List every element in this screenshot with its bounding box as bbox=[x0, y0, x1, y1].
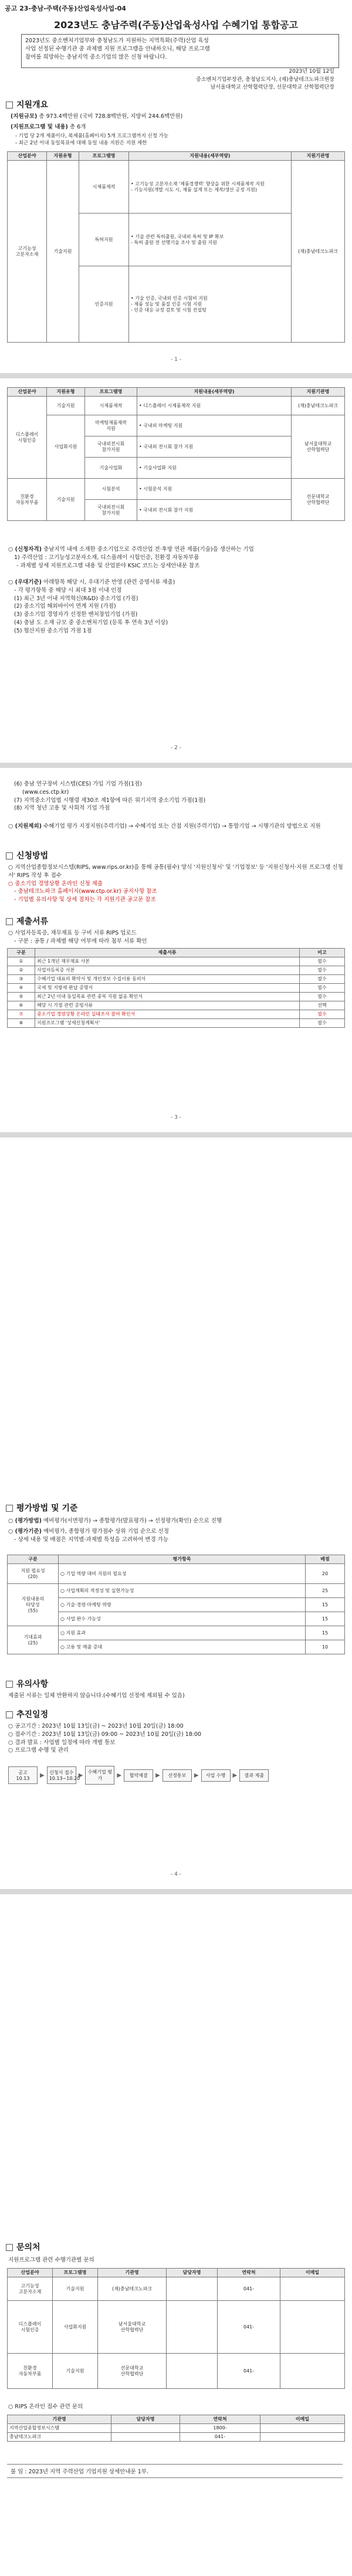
table-cell: 디스플레이 시험인증 bbox=[8, 2301, 53, 2354]
table-header: 배점 bbox=[306, 1555, 345, 1564]
table-cell: 친환경 자동차부품 bbox=[8, 2354, 53, 2389]
rips-contact-table bbox=[7, 2415, 345, 2442]
attachment-note: 불 임 : 2023년 지역 주력산업 기업지원 상세안내문 1부. bbox=[7, 2464, 343, 2478]
table-header: 이메일 bbox=[280, 2269, 345, 2277]
table-cell: • 디스플레이 시제품제작 지원 bbox=[137, 397, 292, 415]
table-cell: 기술지원 bbox=[47, 479, 85, 521]
table-cell: 필수 bbox=[300, 1019, 345, 1028]
table-cell: (재)충남테크노파크 bbox=[98, 2277, 167, 2301]
section-title: 제출서류 bbox=[6, 915, 48, 927]
table-cell: ○ 사업계획의 적정성 및 실현가능성 bbox=[59, 1584, 306, 1598]
table-cell: 기술지원 bbox=[47, 161, 79, 343]
program-table-2 bbox=[7, 387, 345, 521]
table-cell: 충남테크노파크 bbox=[8, 2433, 111, 2442]
table-header: 기관명 bbox=[98, 2269, 167, 2277]
evaluation-method: ○ (평가방법) 예비평가(서면평가) → 종합평가(발표평가) → 선정평가(확인) 순으로 진행 ○ (평가기준) 예비평가, 종합평가 평가점수 상위 기업 순으로 선정 - 상세 내용 및 배점은 지역별·과제별 특성을 고려하여 변경 가능 bbox=[8, 1518, 222, 1543]
table-header: 평가항목 bbox=[59, 1555, 306, 1564]
documents-table bbox=[7, 948, 345, 1028]
table-cell bbox=[167, 2301, 218, 2354]
table-cell: ① bbox=[8, 957, 35, 966]
table-cell: 041- bbox=[180, 2433, 260, 2442]
table-cell: 041- bbox=[218, 2277, 280, 2301]
square-bullet-icon bbox=[6, 101, 13, 109]
table-cell: 시험분석 bbox=[85, 479, 137, 500]
arrow-right-icon: ▶ bbox=[78, 1772, 83, 1779]
notice-org-line: 중소벤처기업부장관, 충청남도지사, (재)충남테크노파크원장 bbox=[196, 77, 334, 83]
flow-step: 수혜기업 평가 bbox=[85, 1766, 114, 1785]
intro-box bbox=[21, 34, 339, 68]
intro-line: 사업 선정된 수행기관 중 과제별 지원 프로그램을 안내하오니, 해당 프로그램 bbox=[25, 45, 210, 52]
table-cell: (재)충남테크노파크 bbox=[292, 397, 345, 415]
table-header: 구분 bbox=[8, 949, 35, 957]
section-title: 지원개요 bbox=[6, 99, 48, 110]
table-cell: ④ bbox=[8, 984, 35, 993]
documents-intro: ○ 사업자등록증, 재무제표 등 구비 서류 RIPS 업로드 - 구분 : 공통 / 과제별 해당 여부에 따라 첨부 서류 확인 bbox=[8, 930, 147, 945]
table-cell: 인증지원 bbox=[79, 266, 129, 343]
table-cell: 필수 bbox=[300, 966, 345, 975]
table-cell: ③ bbox=[8, 975, 35, 984]
table-cell: • 국내외 전시회 참가 지원 bbox=[137, 500, 292, 521]
table-cell: ⑤ bbox=[8, 993, 35, 1001]
table-cell: 지원내용의 타당성 (55) bbox=[8, 1584, 59, 1626]
table-cell: ○ 사업 완수 가능성 bbox=[59, 1612, 306, 1626]
table-cell: 선문대학교 산학협력단 bbox=[292, 479, 345, 521]
section-title: 신청방법 bbox=[6, 849, 48, 861]
table-header: 지원유형 bbox=[47, 388, 85, 397]
exclusion: ○ (지원제외) 수혜기업 평가 지정지원(주력기업) → 수혜기업 또는 간접 지원(주력기업) → 통합기업 → 시행기관의 방법으로 지원 bbox=[8, 823, 321, 830]
table-cell: 지원프로그램 '상세신청계획서' bbox=[35, 1019, 300, 1028]
square-bullet-icon bbox=[6, 2244, 13, 2251]
arrow-right-icon: ▶ bbox=[194, 1772, 199, 1779]
table-header: 산업분야 bbox=[8, 388, 47, 397]
page-number: - 1 - bbox=[171, 357, 181, 363]
support-notes: - 기업 당 2개 제품이다, 복제품(홈페이지) 5개 프로그램까지 신청 가능 - 최근 2년 이내 동일목표에 대해 동일 내용 지원은 지원 제한 bbox=[15, 133, 169, 147]
table-cell: 디스플레이 시험인증 bbox=[8, 397, 47, 479]
section-title: 추진일정 bbox=[6, 1708, 48, 1720]
square-bullet-icon bbox=[6, 1711, 13, 1718]
table-header: 산업분야 bbox=[8, 2269, 53, 2277]
square-bullet-icon bbox=[6, 918, 13, 925]
table-cell: ○ 기업 역량 대비 지원의 필요성 bbox=[59, 1564, 306, 1584]
table-cell: 국세 및 지방세 완납 증명서 bbox=[35, 984, 300, 993]
table-cell: • 국내외 마케팅 지원 bbox=[137, 415, 292, 436]
arrow-right-icon: ▶ bbox=[155, 1772, 160, 1779]
flow-step: 협약체결 bbox=[124, 1769, 153, 1782]
page-number: - 4 - bbox=[171, 1871, 181, 1877]
table-header: 연락처 bbox=[180, 2415, 260, 2424]
arrow-right-icon: ▶ bbox=[117, 1772, 122, 1779]
table-cell bbox=[167, 2354, 218, 2389]
document-header-label: 공고 23-충남-주택(주동)산업육성사업-04 bbox=[5, 5, 126, 12]
intro-line: 참여를 희망하는 충남지역 중소기업의 많은 신청 바랍니다. bbox=[25, 53, 167, 60]
flow-step: 신청서 접수 10.13~10.20 bbox=[47, 1766, 76, 1784]
table-cell: ○ 기술·경영·마케팅 역량 bbox=[59, 1598, 306, 1612]
table-cell: 기술지원 bbox=[47, 397, 85, 415]
table-cell: 지역산업종합정보시스템 bbox=[8, 2424, 111, 2433]
page-number: - 3 - bbox=[171, 1115, 181, 1121]
table-cell: 선문대학교 산학협력단 bbox=[98, 2354, 167, 2389]
schedule: ○ 공고기간 : 2023년 10월 13일(금) ~ 2023년 10월 20일(금) 18:00 ○ 접수기간 : 2023년 10월 13일(금) 09:00 ~ 2023년 10월 20일(금) 18:00 ○ 결과 발표 : 사업별 일정에 따라 개별 통보 ○ 프로그램 수행 및 관리 bbox=[8, 1723, 202, 1754]
table-cell: 1800- bbox=[180, 2424, 260, 2433]
table-cell: 25 bbox=[306, 1584, 345, 1598]
table-cell: 15 bbox=[306, 1598, 345, 1612]
table-cell: 041- bbox=[218, 2301, 280, 2354]
table-cell: 기술사업화 bbox=[85, 458, 137, 479]
table-cell bbox=[280, 2277, 345, 2301]
table-header: 지원기관명 bbox=[292, 388, 345, 397]
table-cell: ⑦ bbox=[8, 1010, 35, 1019]
contact-intro: 지원프로그램 관련 수행기관별 문의 bbox=[8, 2257, 94, 2263]
table-cell: 15 bbox=[306, 1626, 345, 1640]
table-cell: 해당 시 가점 관련 증빙서류 bbox=[35, 1001, 300, 1010]
table-cell: • 고기능성 고분자소재 '제품경쟁력' 향상을 위한 시제품제작 지원 - 기능지원(개발 시도 시, 제품 설계 또는 제작/생산 공정 지원) bbox=[129, 161, 292, 214]
table-cell: 기술지원 bbox=[53, 2354, 98, 2389]
process-flow bbox=[8, 1766, 269, 1785]
arrow-right-icon: ▶ bbox=[232, 1772, 238, 1779]
table-header: 지원내용(세부역량) bbox=[137, 388, 292, 397]
section-title: 유의사항 bbox=[6, 1678, 48, 1690]
table-cell bbox=[280, 2301, 345, 2354]
table-cell bbox=[111, 2424, 180, 2433]
square-bullet-icon bbox=[6, 852, 13, 859]
table-cell: • 기술사업화 지원 bbox=[137, 458, 292, 479]
table-header: 담당자명 bbox=[111, 2415, 180, 2424]
intro-line: 2023년도 중소벤처기업부와 충청남도가 지원하는 지역특화(주력)산업 육성 bbox=[25, 38, 209, 44]
table-header: 산업분야 bbox=[8, 152, 47, 161]
flow-step: 결과 제출 bbox=[239, 1769, 269, 1782]
table-cell: 041- bbox=[218, 2354, 280, 2389]
table-cell: • 시험분석 지원 bbox=[137, 479, 292, 500]
table-cell: 국내외전시회 참가지원 bbox=[85, 436, 137, 458]
table-cell: 특허지원 bbox=[79, 214, 129, 266]
table-cell: 15 bbox=[306, 1612, 345, 1626]
page-number: - 2 - bbox=[171, 745, 181, 751]
table-cell: • 기술 관련 특허출원, 국내외 특허 및 IP 확보 - 특허 출원 전 선행기술 조사 및 출원 지원 bbox=[129, 214, 292, 266]
cautions: 제출된 서류는 일체 반환하지 않습니다.(수혜기업 선정에 제외될 수 있음) bbox=[8, 1692, 185, 1699]
square-bullet-icon bbox=[6, 1505, 13, 1512]
table-cell: 사업화지원 bbox=[53, 2301, 98, 2354]
flow-step: 선정통보 bbox=[163, 1769, 192, 1782]
table-cell: ② bbox=[8, 966, 35, 975]
table-header: 구분 bbox=[8, 1555, 59, 1564]
table-cell: 국내외전시회 참가지원 bbox=[85, 500, 137, 521]
support-program: (지원프로그램 및 내용) 총 6개 bbox=[11, 124, 86, 130]
table-cell: 남서울대학교 산학협력단 bbox=[292, 415, 345, 479]
flow-step: 공고 10.13 bbox=[8, 1766, 38, 1784]
table-header: 기관명 bbox=[8, 2415, 111, 2424]
table-cell: ⑥ bbox=[8, 1001, 35, 1010]
table-header: 지원기관명 bbox=[292, 152, 345, 161]
table-cell: 기술지원 bbox=[53, 2277, 98, 2301]
table-header: 제출서류 bbox=[35, 949, 300, 957]
table-header: 지원내용(세부역량) bbox=[129, 152, 292, 161]
notice-date: 2023년 10월 12일 bbox=[289, 69, 334, 75]
evaluation-table bbox=[7, 1555, 345, 1654]
table-cell: 마케팅제품제작 지원 bbox=[85, 415, 137, 436]
notice-org-line: 남서울대학교 산학협력단장, 선문대학교 산학협력단장 bbox=[210, 84, 334, 90]
table-cell: 친환경 자동차부품 bbox=[8, 479, 47, 521]
table-cell bbox=[167, 2277, 218, 2301]
table-cell: 사업자등록증 사본 bbox=[35, 966, 300, 975]
table-cell: 20 bbox=[306, 1564, 345, 1584]
table-cell bbox=[111, 2433, 180, 2442]
page-separator bbox=[0, 373, 352, 378]
priority: ○ (우대기준) 아래항목 해당 시, 우대기준 반영 (관련 증명서류 제출) - 각 평가항목 중 해당 시 최대 3점 이내 인정 (1) 최근 3년 이내 지역혁신(R&D) 중소기업 (가점) (2) 중소기업 해외바이어 연계 지원 (가점) (3) 중소기업 경영자가 선정한 벤처창업기업 (가점) (4) 충남 도 소재 규모 중 중소벤처기업 (등록 후 연속 3년 이상) (5) 협산지원 중소기업 가점 1점 bbox=[8, 579, 175, 634]
table-cell: ○ 고용 및 매출 증대 bbox=[59, 1640, 306, 1654]
contact-table bbox=[7, 2268, 345, 2389]
table-cell: ○ 지원 효과 bbox=[59, 1626, 306, 1640]
table-cell bbox=[260, 2424, 345, 2433]
page-title: 2023년도 충남주력(주동)산업육성사업 수혜기업 통합공고 bbox=[54, 19, 298, 31]
table-header: 프로그램명 bbox=[85, 388, 137, 397]
table-cell: 중소기업 경영상황 온라인 실태조사 참여 확인서 bbox=[35, 1010, 300, 1019]
table-cell: 고기능성 고분자소재 bbox=[8, 161, 47, 343]
table-cell: 선택 bbox=[300, 1001, 345, 1010]
table-cell: 최근 2년 이내 동일목표 관련 중복 지원 없음 확인서 bbox=[35, 993, 300, 1001]
table-header: 비고 bbox=[300, 949, 345, 957]
flow-step: 사업 수행 bbox=[201, 1769, 231, 1782]
square-bullet-icon bbox=[6, 1681, 13, 1688]
table-cell: (재)충남테크노파크 bbox=[292, 161, 345, 343]
table-cell: 수혜기업 대표의 확약서 및 개인정보 수집이용 동의서 bbox=[35, 975, 300, 984]
table-cell bbox=[260, 2433, 345, 2442]
table-header: 프로그램명 bbox=[53, 2269, 98, 2277]
table-cell: • 국내외 전시회 참가 지원 bbox=[137, 436, 292, 458]
table-cell: 지원 필요성 (20) bbox=[8, 1564, 59, 1584]
application-method: ○ 지역산업종합정보시스템(RIPS, www.rips.or.kr)을 통해 공통(필수) 양식 '지원신청서' 및 '기업정보' 등 '지원신청서·지원 프로그램 신청서' RIPS 작성 후 접수 ○ 중소기업 경영상황 온라인 신청 제출 - 충남테크노파크 홈페이지(www.ctp.or.kr) 공지사항 참조 - 기업별 유의사항 및 상세 절차는 각 지원기관 공고문 참조 bbox=[8, 864, 343, 903]
table-cell: 남서울대학교 산학협력단 bbox=[98, 2301, 167, 2354]
page-separator bbox=[0, 1889, 352, 1894]
table-cell: 필수 bbox=[300, 993, 345, 1001]
support-scale: (지원규모) 총 973.4백만원 (국비 728.8백만원, 지방비 244.6백만원) bbox=[11, 113, 183, 120]
table-cell: 시제품제작 bbox=[79, 161, 129, 214]
table-cell: 필수 bbox=[300, 984, 345, 993]
table-cell bbox=[280, 2354, 345, 2389]
table-cell: 필수 bbox=[300, 975, 345, 984]
table-cell: 10 bbox=[306, 1640, 345, 1654]
program-table-1 bbox=[7, 151, 345, 343]
table-cell: 사업화지원 bbox=[47, 415, 85, 479]
table-header: 프로그램명 bbox=[79, 152, 129, 161]
eligibility: ○ (신청자격) 충남지역 내에 소재한 중소기업으로 주력산업 전·후방 연관 제품(기술)을 생산하는 기업 1) 주력산업 : 고기능성고분자소재, 디스플레이 시험인증, 친환경 자동차부품 - 과제별 상세 지원프로그램 내용 및 산업분야 KSIC 코드는 상세안내문 참조 bbox=[8, 546, 254, 569]
table-cell: 필수 bbox=[300, 1010, 345, 1019]
table-cell: 고기능성 고분자소재 bbox=[8, 2277, 53, 2301]
table-cell: • 기술 인증, 국내외 인증 시험비 지원 - 제품 성능 및 품질 인증 시험 지원 - 인증 대응 규정 검토 및 시험 컨설팅 bbox=[129, 266, 292, 343]
page-separator bbox=[0, 1132, 352, 1138]
page-separator bbox=[0, 763, 352, 768]
table-header: 이메일 bbox=[260, 2415, 345, 2424]
table-cell: 시제품제작 bbox=[85, 397, 137, 415]
table-header: 지원유형 bbox=[47, 152, 79, 161]
rips-contact-label: ○ RIPS 온라인 접수 관련 문의 bbox=[8, 2404, 83, 2410]
table-cell: ⑧ bbox=[8, 1019, 35, 1028]
table-cell: 필수 bbox=[300, 957, 345, 966]
arrow-right-icon: ▶ bbox=[40, 1772, 45, 1779]
priority-continued: (6) 충남 연구장비 시스템(CES) 가입 기업 가점(1점) (www.ces.ctp.kr) (7) 지역중소기업법 시행령 제30조 제1항에 따른 위기지역 중소기업 가점(1점) (8) 지역 청년 고용 및 사회적 기업 가점 bbox=[14, 781, 206, 812]
table-header: 연락처 bbox=[218, 2269, 280, 2277]
table-header: 담당자명 bbox=[167, 2269, 218, 2277]
table-cell: 최근 1개년 재무제표 사본 bbox=[35, 957, 300, 966]
section-title: 평가방법 및 기준 bbox=[6, 1502, 77, 1514]
section-title: 문의처 bbox=[6, 2241, 40, 2253]
table-cell: 기대효과 (25) bbox=[8, 1626, 59, 1654]
